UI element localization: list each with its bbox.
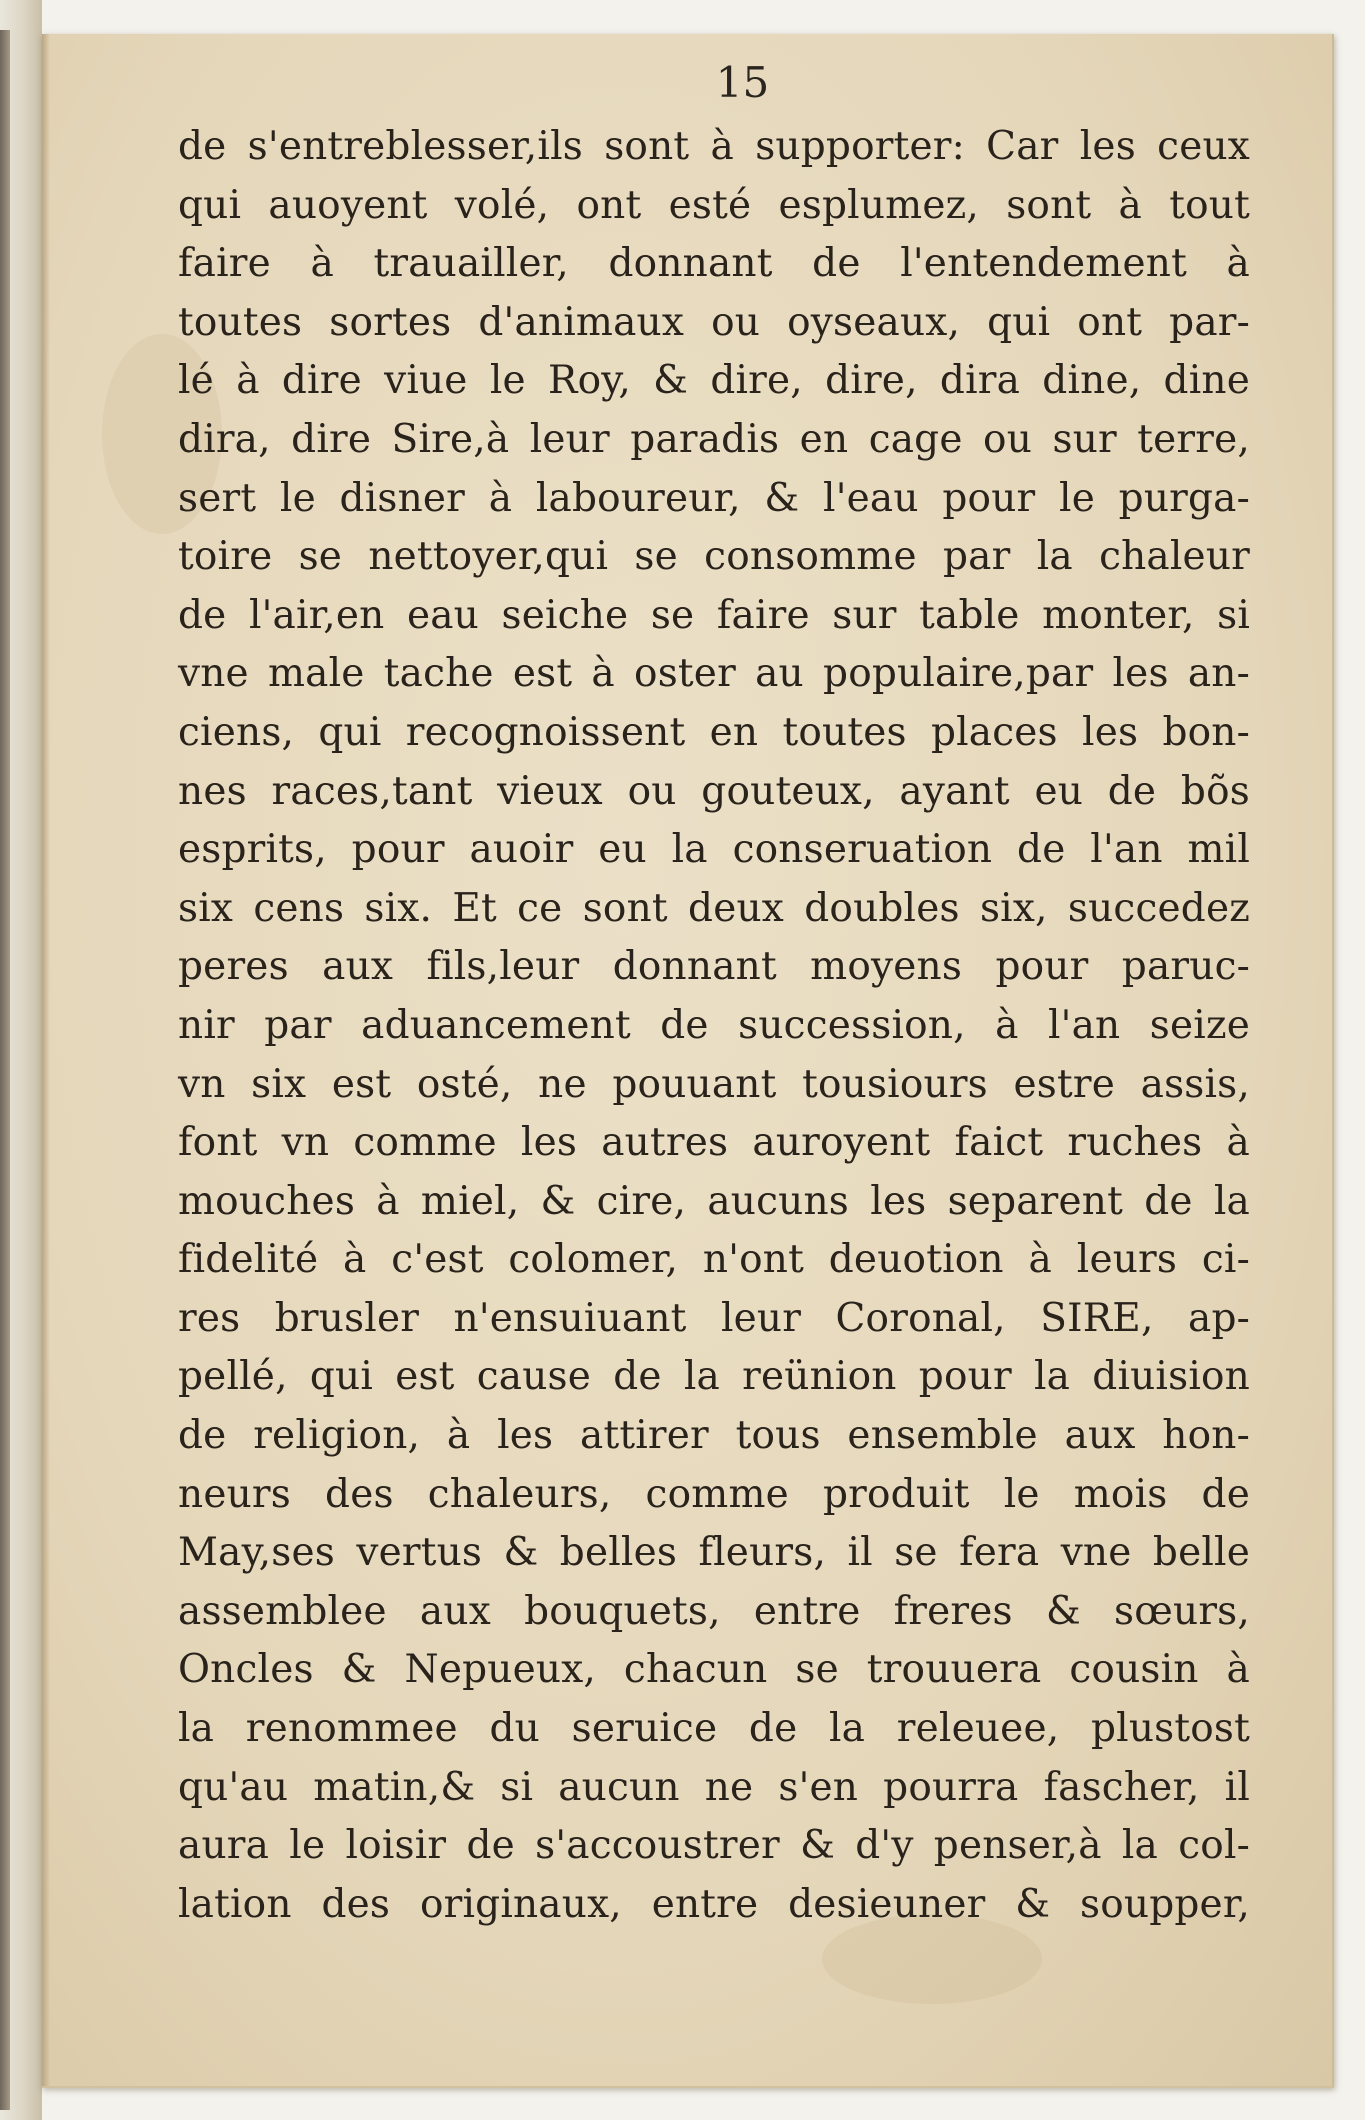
text-line: May,ses vertus & belles fleurs, il se fera vne belle bbox=[178, 1530, 1250, 1576]
text-line: qui auoyent volé, ont esté esplumez, sont à tout bbox=[178, 182, 1250, 228]
text-line: nes races,tant vieux ou gouteux, ayant eu de bõs bbox=[178, 768, 1250, 814]
text-line: toire se nettoyer,qui se consomme par la chaleur bbox=[178, 534, 1250, 580]
text-line: assemblee aux bouquets, entre freres & sœurs, bbox=[178, 1588, 1250, 1634]
text-line: vne male tache est à oster au populaire,par les an- bbox=[178, 651, 1250, 697]
text-line: qu'au matin,& si aucun ne s'en pourra fascher, il bbox=[178, 1764, 1250, 1810]
text-line: de s'entreblesser,ils sont à supporter: Car les ceux bbox=[178, 124, 1250, 169]
binding-shadow bbox=[0, 30, 10, 2110]
text-line: esprits, pour auoir eu la conseruation de l'an mil bbox=[178, 827, 1250, 873]
text-line: nir par aduancement de succession, à l'an seize bbox=[178, 1002, 1250, 1048]
text-line: sert le disner à laboureur, & l'eau pour le purga- bbox=[178, 475, 1250, 521]
text-line: faire à trauailler, donnant de l'entendement à bbox=[178, 241, 1250, 287]
text-line: six cens six. Et ce sont deux doubles six, succedez bbox=[178, 885, 1250, 931]
text-line: mouches à miel, & cire, aucuns les separent de la bbox=[178, 1178, 1250, 1224]
page-gutter-shade bbox=[42, 34, 50, 2086]
text-line: res brusler n'ensuiuant leur Coronal, SIRE, ap- bbox=[178, 1295, 1250, 1341]
text-line: font vn comme les autres auroyent faict ruches à bbox=[178, 1120, 1250, 1166]
text-line: toutes sortes d'animaux ou oyseaux, qui ont par- bbox=[178, 299, 1250, 345]
text-line: pellé, qui est cause de la reünion pour la diuision bbox=[178, 1354, 1250, 1400]
text-line: de l'air,en eau seiche se faire sur table monter, si bbox=[178, 592, 1250, 638]
text-line: lé à dire viue le Roy, & dire, dire, dira dine, dine bbox=[178, 358, 1250, 404]
text-line: dira, dire Sire,à leur paradis en cage ou sur terre, bbox=[178, 416, 1250, 462]
text-line: aura le loisir de s'accoustrer & d'y penser,à la col- bbox=[178, 1823, 1250, 1869]
text-line: Oncles & Nepueux, chacun se trouuera cousin à bbox=[178, 1647, 1250, 1693]
text-line: la renommee du seruice de la releuee, plustost bbox=[178, 1706, 1250, 1752]
text-line: lation des originaux, entre desieuner & soupper, bbox=[178, 1881, 1250, 1927]
text-line: neurs des chaleurs, comme produit le mois de bbox=[178, 1471, 1250, 1517]
text-line: de religion, à les attirer tous ensemble aux hon- bbox=[178, 1413, 1250, 1459]
text-line: fidelité à c'est colomer, n'ont deuotion à leurs ci- bbox=[178, 1237, 1250, 1283]
text-line: vn six est osté, ne pouuant tousiours estre assis, bbox=[178, 1061, 1250, 1107]
page-number: 15 bbox=[715, 58, 770, 107]
page-text bbox=[178, 118, 1250, 1934]
text-line: ciens, qui recognoissent en toutes places les bon- bbox=[178, 709, 1250, 755]
text-line: peres aux fils,leur donnant moyens pour paruc- bbox=[178, 944, 1250, 990]
